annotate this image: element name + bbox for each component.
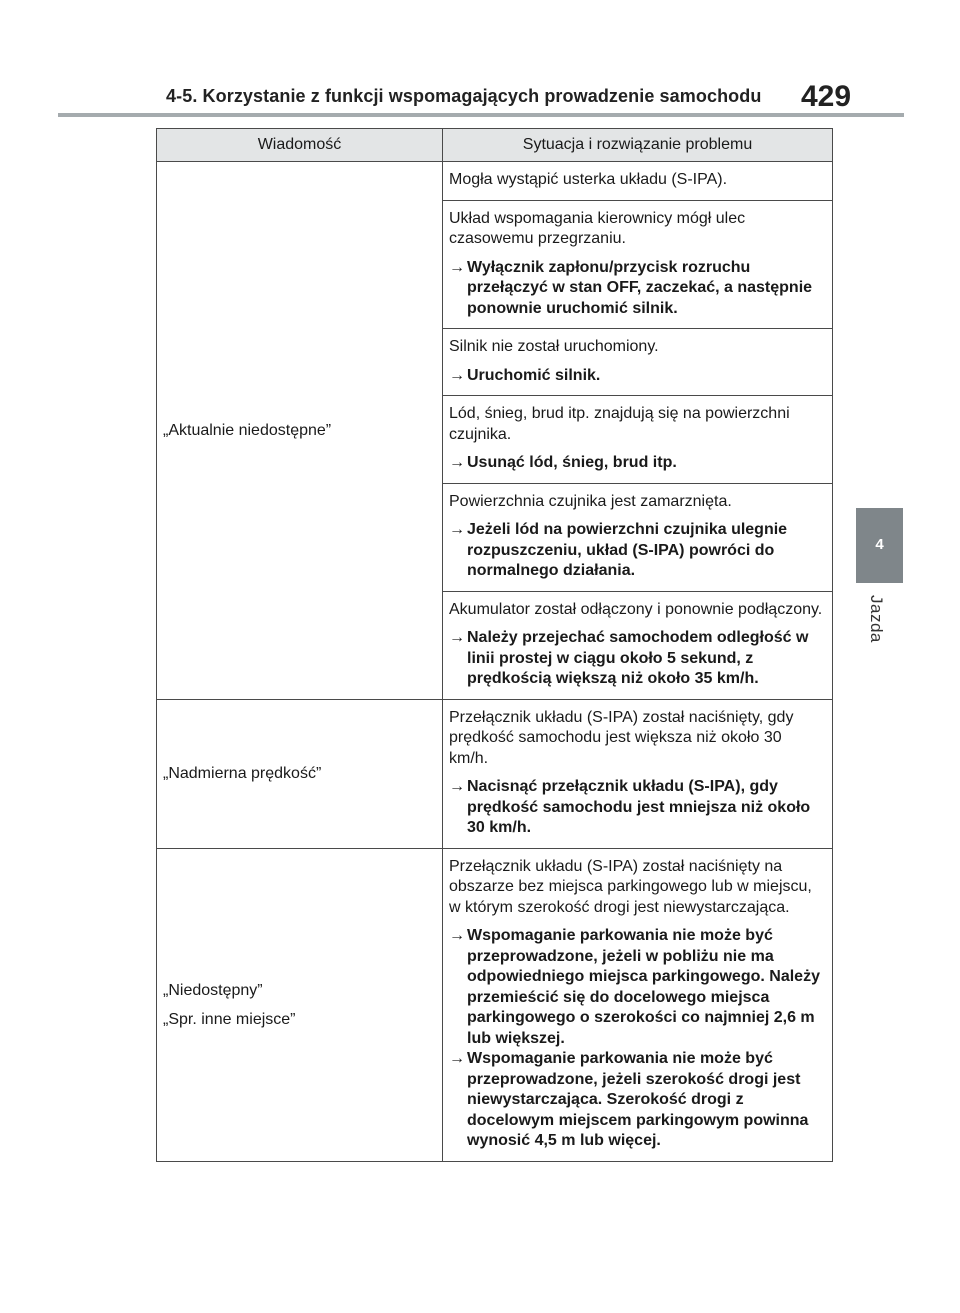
situation-text: Silnik nie został uruchomiony. [449, 338, 659, 355]
message-table [156, 128, 833, 1162]
remedy-text: Nacisnąć przełącznik układu (S-IPA), gdy prędkość samochodu jest mniejsza niż około 30 km/h. [467, 778, 811, 836]
remedy-text: Należy przejechać samochodem odległość w linii prostej w ciągu około 5 sekund, z prędkością większą niż około 35 km/h. [467, 629, 809, 687]
remedy-text: Jeżeli lód na powierzchni czujnika ulegnie rozpuszczeniu, układ (S-IPA) powróci do normalnego działania. [467, 521, 788, 579]
page-number: 429 [801, 80, 852, 113]
solution-cell [443, 329, 833, 396]
message-cell [157, 848, 443, 1161]
section-title: 4-5. Korzystanie z funkcji wspomagających prowadzenie samochodu [166, 86, 762, 106]
message-text: „Spr. inne miejsce” [163, 1010, 296, 1028]
solution-cell [443, 483, 833, 591]
solution-cell [443, 396, 833, 484]
situation-text: Akumulator został odłączony i ponownie podłączony. [449, 600, 823, 618]
remedy-text: Wyłącznik zapłonu/przycisk rozruchu przełączyć w stan OFF, zaczekać, a następnie ponownie uruchomić silnik. [467, 258, 813, 317]
remedy-action [449, 366, 824, 387]
arrow-right-icon: → [449, 629, 465, 646]
situation-text: Powierzchnia czujnika jest zamarznięta. [449, 492, 732, 510]
column-header-solution: Sytuacja i rozwiązanie problemu [443, 129, 833, 162]
situation-text: Układ wspomagania kierownicy mógł ulec czasowemu przegrzaniu. [449, 209, 746, 247]
chapter-name: Jazda [867, 595, 886, 643]
solution-cell [443, 591, 833, 699]
remedy-action [449, 628, 824, 690]
message-text: „Aktualnie niedostępne” [163, 421, 332, 439]
header-divider [58, 113, 904, 117]
message-text: „Niedostępny” [163, 981, 263, 999]
solution-cell [443, 200, 833, 329]
remedy-action [449, 258, 824, 320]
table-body [157, 162, 833, 1162]
arrow-right-icon: → [449, 258, 465, 276]
remedy-text: Wspomaganie parkowania nie może być przeprowadzone, jeżeli szerokość drogi jest niewystarczająca. Szerokość drogi z docelowym miejscem parkingowym powinna wynosić 4,5 m lub więcej. [467, 1050, 809, 1149]
message-text: „Nadmierna prędkość” [163, 765, 322, 782]
arrow-right-icon: → [449, 454, 465, 471]
arrow-right-icon: → [449, 366, 465, 384]
table-row [157, 699, 833, 848]
solution-cell [443, 848, 833, 1161]
solution-cell [443, 699, 833, 848]
remedy-action [449, 520, 824, 582]
message-cell [157, 699, 443, 848]
remedy-action [449, 453, 824, 474]
column-header-message: Wiadomość [157, 129, 443, 162]
solution-cell [443, 162, 833, 201]
arrow-right-icon: → [449, 927, 465, 944]
arrow-right-icon: → [449, 778, 465, 795]
situation-text: Lód, śnieg, brud itp. znajdują się na powierzchni czujnika. [449, 405, 790, 443]
situation-text: Przełącznik układu (S-IPA) został naciśnięty, gdy prędkość samochodu jest większa niż około 30 km/h. [449, 708, 794, 767]
table-header-row [157, 129, 833, 162]
remedy-text: Usunąć lód, śnieg, brud itp. [467, 454, 677, 471]
remedy-text: Uruchomić silnik. [467, 366, 601, 384]
remedy-text: Wspomaganie parkowania nie może być przeprowadzone, jeżeli w pobliżu nie ma odpowiedniego miejsca parkingowego. Należy przemieścić się do docelowego miejsca parkingowego o szerokości co najmniej 2,6 m lub większej. [467, 927, 820, 1047]
table-row [157, 848, 833, 1161]
situation-text: Przełącznik układu (S-IPA) został naciśnięty na obszarze bez miejsca parkingowego lub w miejscu, w którym szerokość drogi jest niewystarczająca. [449, 857, 812, 916]
arrow-right-icon: → [449, 521, 465, 538]
message-cell [157, 162, 443, 700]
arrow-right-icon: → [449, 1050, 465, 1067]
remedy-action [449, 1049, 824, 1152]
chapter-tab [856, 508, 903, 583]
chapter-number: 4 [875, 536, 884, 553]
table-row [157, 162, 833, 201]
remedy-action [449, 926, 824, 1049]
situation-text: Mogła wystąpić usterka układu (S-IPA). [449, 171, 728, 188]
remedy-action [449, 777, 824, 839]
